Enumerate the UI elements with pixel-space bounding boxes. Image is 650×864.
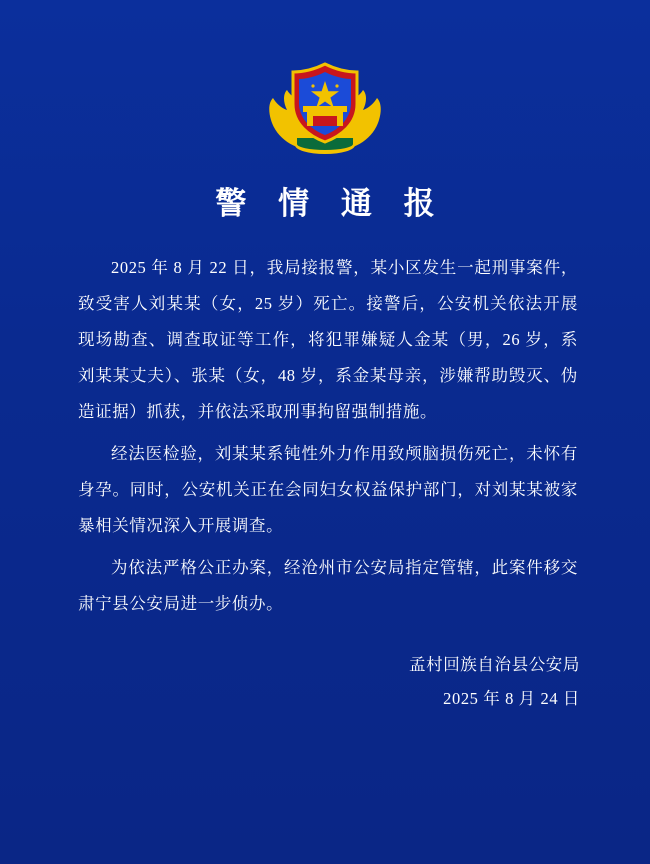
paragraph-2: 经法医检验，刘某某系钝性外力作用致颅脑损伤死亡，未怀有身孕。同时，公安机关正在会同妇女权益保护部门，对刘某某被家暴相关情况深入开展调查。 (78, 444, 578, 535)
paragraph-1: 2025 年 8 月 22 日，我局接报警，某小区发生一起刑事案件，致受害人刘某某（女，25 岁）死亡。接警后，公安机关依法开展现场勘查、调查取证等工作，将犯罪嫌疑人金某（男，26 岁，系刘某某丈夫）、张某（女，48 岁，系金某母亲，涉嫌帮助毁灭、伪造证据）抓获，并依法采取刑事拘留强制措施。 (78, 258, 578, 421)
china-police-badge-icon (263, 48, 387, 160)
issue-date: 2025 年 8 月 24 日 (443, 689, 580, 708)
paragraph-3: 为依法严格公正办案，经沧州市公安局指定管辖，此案件移交肃宁县公安局进一步侦办。 (78, 558, 578, 613)
issuing-organization: 孟村回族自治县公安局 (409, 655, 580, 674)
page-title: 警 情 通 报 (215, 186, 447, 221)
emblem-container (0, 48, 650, 160)
signature-block (320, 648, 580, 716)
notice-body (78, 250, 578, 628)
